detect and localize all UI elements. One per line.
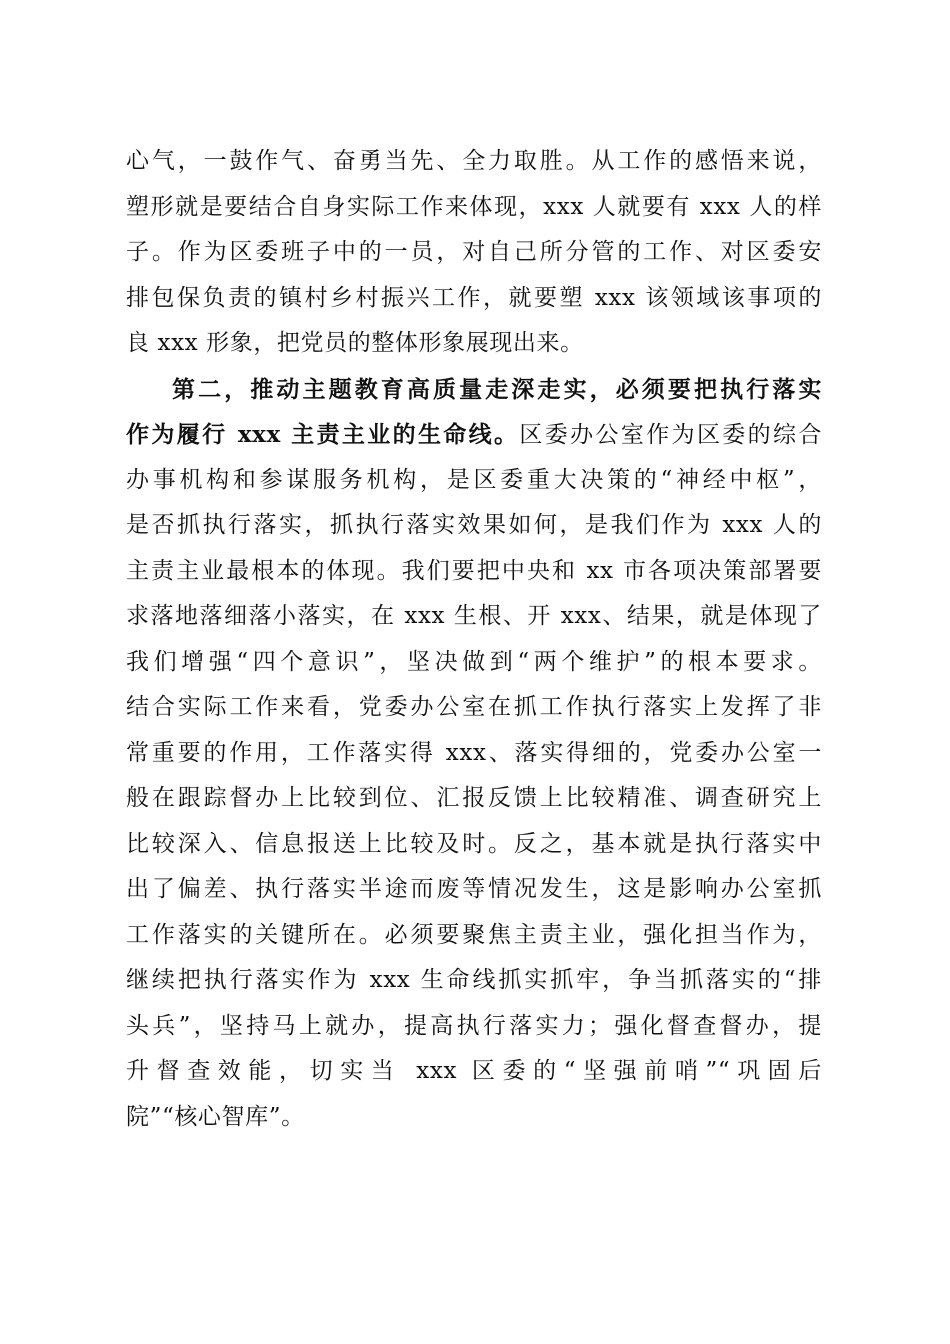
paragraph-2-line-11: 比较深入、信息报送上比较及时。反之，基本就是执行落实中: [126, 830, 822, 857]
paragraph-2-line-4: 是否抓执行落实，抓执行落实效果如何，是我们作为 xxx 人的: [126, 512, 822, 538]
paragraph-2-line-10: 般在跟踪督办上比较到位、汇报反馈上比较精准、调查研究上: [126, 785, 822, 811]
paragraph-2-line-13: 工作落实的关键所在。必须要聚焦主责主业，强化担当作为，: [126, 921, 822, 948]
paragraph-2-line-14: 继续把执行落实作为 xxx 生命线抓实抓牢，争当抓落实的“排: [126, 967, 822, 993]
paragraph-2-line-16: 升督查效能，切实当 xxx 区委的“坚强前哨”“巩固后: [126, 1058, 822, 1084]
paragraph-2-line-17: 院”“核心智库”。: [126, 1103, 305, 1130]
paragraph-1-line-1: 心气，一鼓作气、奋勇当先、全力取胜。从工作的感悟来说，: [126, 148, 822, 174]
paragraph-1-line-5: 良 xxx 形象，把党员的整体形象展现出来。: [126, 330, 584, 356]
paragraph-2-heading-line-2: 作为履行 xxx 主责主业的生命线。: [126, 421, 520, 448]
paragraph-2-line-6: 求落地落细落小落实，在 xxx 生根、开 xxx、结果，就是体现了: [126, 603, 822, 629]
paragraph-2-line-7: 我们增强“四个意识”，坚决做到“两个维护”的根本要求。: [126, 648, 822, 675]
paragraph-2-line-9: 常重要的作用，工作落实得 xxx、落实得细的，党委办公室一: [126, 739, 822, 766]
paragraph-1-line-4: 排包保负责的镇村乡村振兴工作，就要塑 xxx 该领域该事项的: [126, 284, 822, 311]
paragraph-1-line-3: 子。作为区委班子中的一员，对自己所分管的工作、对区委安: [126, 239, 822, 265]
paragraph-2-heading-line-1: 第二，推动主题教育高质量走深走实，必须要把执行落实: [172, 375, 822, 403]
paragraph-2-line-2: [126, 412, 822, 458]
document-body: [126, 139, 822, 1140]
paragraph-1-line-2: 塑形就是要结合自身实际工作来体现，xxx 人就要有 xxx 人的样: [126, 193, 822, 220]
paragraph-2-line-5: 主责主业最根本的体现。我们要把中央和 xx 市各项决策部署要: [126, 557, 822, 584]
paragraph-2-line-8: 结合实际工作来看，党委办公室在抓工作执行落实上发挥了非: [126, 694, 822, 720]
paragraph-2-line-2-rest: 区委办公室作为区委的综合: [519, 422, 823, 448]
paragraph-2-line-15: 头兵”，坚持马上就办，提高执行落实力；强化督查督办，提: [126, 1012, 822, 1039]
paragraph-2-line-12: 出了偏差、执行落实半途而废等情况发生，这是影响办公室抓: [126, 876, 822, 902]
paragraph-2-line-3: 办事机构和参谋服务机构，是区委重大决策的“神经中枢”，: [126, 466, 822, 493]
